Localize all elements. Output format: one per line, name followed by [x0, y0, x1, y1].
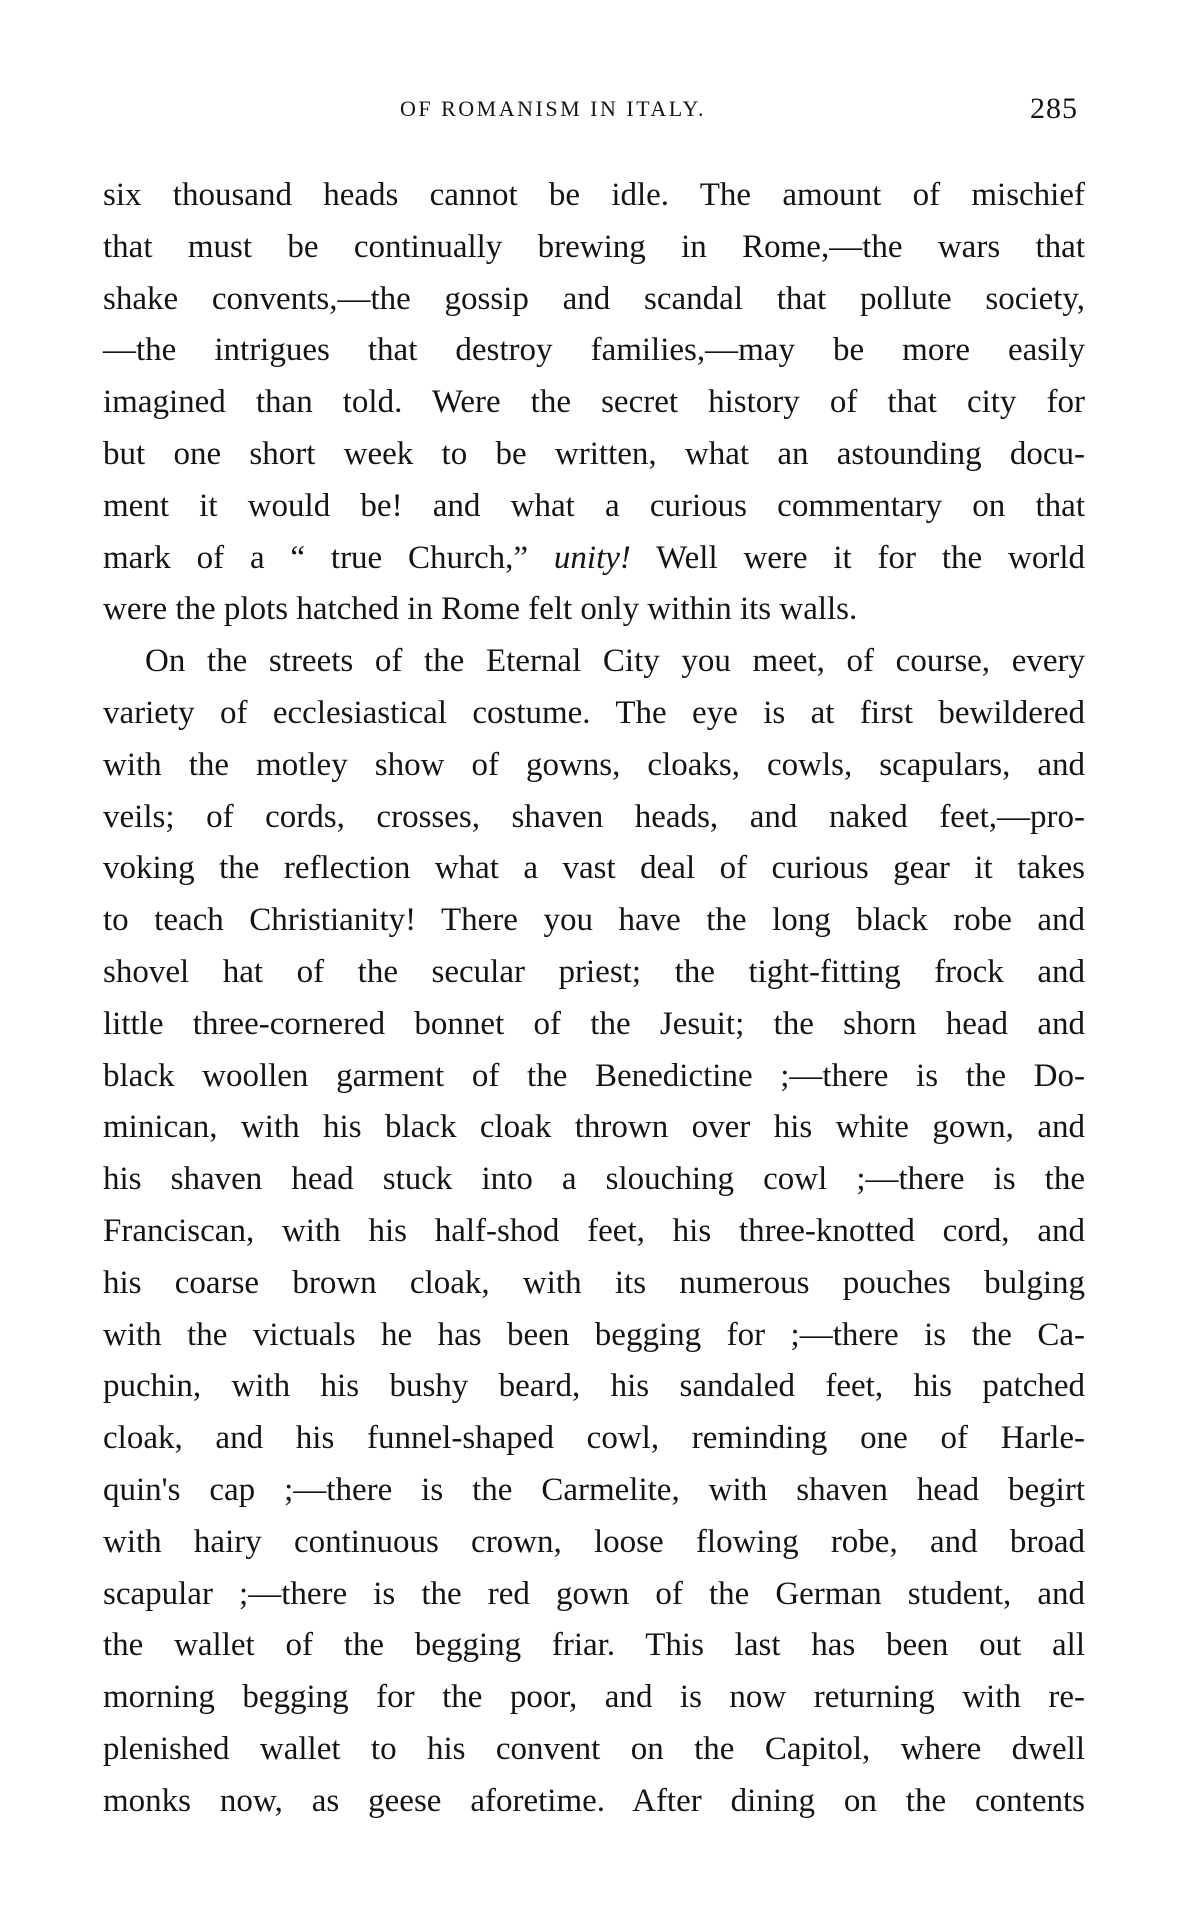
text-line: six thousand heads cannot be idle. The amount of mischief [103, 177, 1085, 213]
text-line: with hairy continuous crown, loose flowing robe, and broad [103, 1523, 1085, 1560]
text-line: minican, with his black cloak thrown over his white gown, and [103, 1109, 1085, 1146]
running-header [0, 92, 1183, 132]
text-line: were the plots hatched in Rome felt only within its walls. [103, 591, 858, 628]
text-line: the wallet of the begging friar. This last has been out all [103, 1627, 1085, 1664]
text-line: with the victuals he has been begging for ;—there is the Ca- [103, 1316, 1085, 1353]
text-line: puchin, with his bushy beard, his sandaled feet, his patched [103, 1368, 1085, 1405]
italic-word: unity! [553, 539, 631, 576]
text-line: plenished wallet to his convent on the Capitol, where dwell [103, 1730, 1085, 1767]
text-line: little three-cornered bonnet of the Jesuit; the shorn head and [103, 1005, 1085, 1042]
text-line: but one short week to be written, what an astounding docu- [103, 435, 1085, 472]
text-line: Franciscan, with his half-shod feet, his three-knotted cord, and [103, 1212, 1085, 1249]
page-number: 285 [1030, 92, 1078, 125]
text-line: to teach Christianity! There you have the long black robe and [103, 902, 1085, 939]
text-line: shake convents,—the gossip and scandal that pollute society, [103, 280, 1085, 317]
text-line: monks now, as geese aforetime. After dining on the contents [103, 1782, 1085, 1819]
text-line: morning begging for the poor, and is now returning with re- [103, 1679, 1085, 1716]
text-segment: mark of a “ true Church,” [103, 539, 554, 576]
text-segment: Well were it for the world [630, 539, 1085, 576]
body-text [103, 170, 1085, 1828]
text-line: veils; of cords, crosses, shaven heads, and naked feet,—pro- [103, 798, 1085, 835]
text-line: —the intrigues that destroy families,—may be more easily [103, 332, 1085, 369]
text-line: shovel hat of the secular priest; the tight-fitting frock and [103, 953, 1085, 990]
text-line: ment it would be! and what a curious commentary on that [103, 487, 1085, 524]
text-line: On the streets of the Eternal City you meet, of course, every [145, 643, 1085, 680]
text-line: black woollen garment of the Benedictine ;—there is the Do- [103, 1057, 1085, 1094]
running-title: OF ROMANISM IN ITALY. [400, 96, 707, 121]
text-line: variety of ecclesiastical costume. The eye is at first bewildered [103, 694, 1085, 731]
text-line: quin's cap ;—there is the Carmelite, with shaven head begirt [103, 1471, 1085, 1508]
text-line: voking the reflection what a vast deal of curious gear it takes [103, 850, 1085, 887]
text-line [103, 533, 1085, 585]
text-line: cloak, and his funnel-shaped cowl, reminding one of Harle- [103, 1420, 1085, 1457]
text-line: imagined than told. Were the secret history of that city for [103, 384, 1085, 421]
text-line: that must be continually brewing in Rome,—the wars that [103, 228, 1085, 265]
text-line: his shaven head stuck into a slouching cowl ;—there is the [103, 1161, 1085, 1198]
text-line: his coarse brown cloak, with its numerous pouches bulging [103, 1264, 1085, 1301]
text-line: scapular ;—there is the red gown of the German student, and [103, 1575, 1085, 1612]
text-line: with the motley show of gowns, cloaks, cowls, scapulars, and [103, 746, 1085, 783]
